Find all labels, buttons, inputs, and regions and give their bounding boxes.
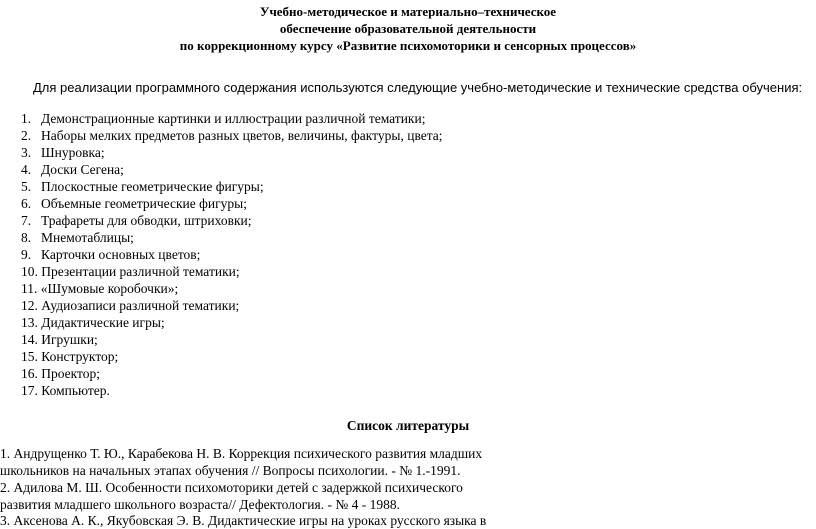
- literature-line: 3. Аксенова А. К., Якубовская Э. В. Дидактические игры на уроках русского языка в: [0, 513, 487, 528]
- list-item-number: 1.: [21, 111, 32, 126]
- list-item-text: Объемные геометрические фигуры;: [41, 196, 247, 211]
- list-item: [21, 229, 134, 246]
- list-item-number: 9.: [21, 247, 32, 262]
- list-item-text: Наборы мелких предметов разных цветов, величины, фактуры, цвета;: [41, 128, 443, 143]
- list-item-number: 3.: [21, 145, 32, 160]
- list-item: 17. Компьютер.: [21, 383, 110, 398]
- list-item-number: 7.: [21, 213, 32, 228]
- list-item-number: 5.: [21, 179, 32, 194]
- header-line-1: Учебно-методическое и материально–техническое: [259, 4, 557, 19]
- literature-line: развития младшего школьного возраста// Дефектология. - № 4 - 1988.: [0, 497, 400, 512]
- list-item-text: Доски Сегена;: [41, 162, 124, 177]
- intro-paragraph: Для реализации программного содержания используются следующие учебно-методические и технические средства обучения:: [33, 80, 803, 95]
- list-item: [21, 178, 264, 195]
- list-item-number: 8.: [21, 230, 32, 245]
- literature-line: школьников на начальных этапах обучения // Вопросы психологии. - № 1.-1991.: [0, 463, 461, 478]
- list-item: 13. Дидактические игры;: [21, 315, 165, 330]
- list-item-number: 2.: [21, 128, 32, 143]
- list-item: 12. Аудиозаписи различной тематики;: [21, 298, 240, 313]
- list-item: [21, 127, 443, 144]
- list-item-number: 4.: [21, 162, 32, 177]
- list-item: 14. Игрушки;: [21, 332, 98, 347]
- list-item: [21, 195, 247, 212]
- list-item: 10. Презентации различной тематики;: [21, 264, 240, 279]
- literature-heading: Список литературы: [346, 418, 470, 433]
- list-item: [21, 110, 425, 127]
- list-item: 11. «Шумовые коробочки»;: [21, 281, 179, 296]
- list-item-number: 6.: [21, 196, 32, 211]
- list-item: [21, 161, 124, 178]
- list-item: [21, 212, 251, 229]
- literature-line: 1. Андрущенко Т. Ю., Карабекова Н. В. Коррекция психического развития младших: [0, 446, 483, 461]
- literature-line: 2. Адилова М. Ш. Особенности психомоторики детей с задержкой психического: [0, 480, 463, 495]
- list-item: 16. Проектор;: [21, 366, 101, 381]
- list-item-text: Шнуровка;: [41, 145, 105, 160]
- header-line-2: обеспечение образовательной деятельности: [279, 21, 537, 36]
- list-item-text: Демонстрационные картинки и иллюстрации различной тематики;: [41, 111, 426, 126]
- header-line-3: по коррекционному курсу «Развитие психомоторики и сенсорных процессов»: [179, 38, 637, 53]
- list-item: [21, 246, 200, 263]
- list-item-text: Мнемотаблицы;: [41, 230, 134, 245]
- list-item-text: Карточки основных цветов;: [41, 247, 201, 262]
- list-item: 15. Конструктор;: [21, 349, 119, 364]
- list-item: [21, 144, 105, 161]
- list-item-text: Плоскостные геометрические фигуры;: [41, 179, 264, 194]
- list-item-text: Трафареты для обводки, штриховки;: [41, 213, 252, 228]
